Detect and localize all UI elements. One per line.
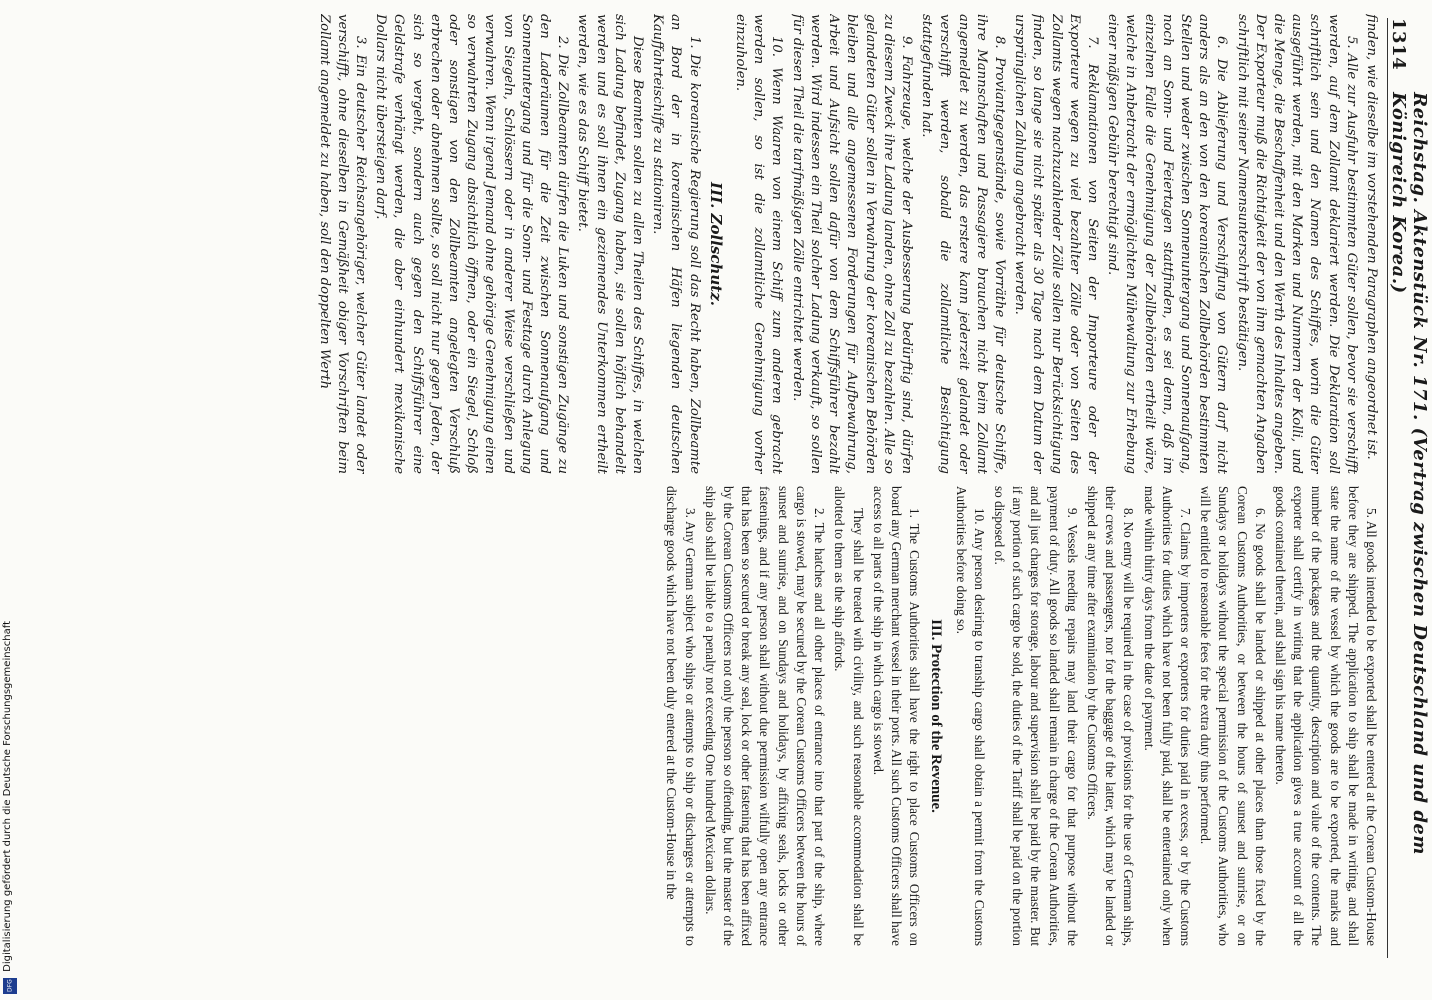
german-paragraph: 5. Alle zur Ausfuhr bestimmten Güter sollen, bevor sie verschifft werden, auf dem Zollamt deklariert werden. Die Deklaration soll schriftlich sein und den Namen des Schiffes, worin die Güter ausgeführt werden, mit den Marken und Nummern der Kolli, und die Menge, die Beschaffenheit und den Werth des Inhaltes angeben. Der Exporteur muß die Richtigkeit der von ihm gemachten Angaben schriftlich mit seiner Namensunterschrift bestätigen. [1234, 14, 1359, 474]
page-number: 1314 [1388, 18, 1409, 71]
german-paragraph: 7. Reklamationen von Seiten der Importeure oder der Exporteure wegen zu viel bezahlter Zölle oder von Seiten des Zollamts wegen nachzuzahlender Zölle sollen nur Berücksichtigung finden, so lange sie nicht später als 30 Tage nach dem Datum der ursprünglichen Zahlung angebracht werden. [1012, 14, 1100, 474]
german-paragraph: 8. Proviantgegenstände, sowie Vorräthe für deutsche Schiffe, ihre Mannschaften und Passagiere brauchen nicht beim Zollamt angemeldet zu werden, das erstere kann jederzeit gelandet oder verschifft werden, sobald die zollamtliche Besichtigung stattgefunden hat. [919, 14, 1007, 474]
digitization-text: Digitalisierung gefördert durch die Deutsche Forschungsgemeinschaft [2, 621, 13, 972]
english-paragraph: 6. No goods shall be landed or shipped at other places than those fixed by the Corean Customs Authorities, or between the hours of sunset and sunrise, or on Sundays or holidays without the special permission of the Customs Authorities, who will be entitled to reasonable fees for the extra duty thus performed. [1198, 486, 1268, 946]
page-header [1387, 18, 1430, 958]
english-paragraph: 9. Vessels needing repairs may land their cargo for that purpose without the payment of duty. All goods so landed shall remain in charge of the Corean Authorities, and all just charges for storage, labour and supervision shall be paid by the master. But if any portion of such cargo be sold, the duties of the Tariff shall be paid on the portion so disposed of. [991, 486, 1080, 946]
german-column [8, 14, 1380, 474]
english-paragraph: They shall be treated with civility, and such reasonable accommodation shall be allotted to them as the ship affords. [832, 486, 866, 946]
english-section-heading: III. Protection of the Revenue. [928, 619, 945, 813]
german-paragraph: 3. Ein deutscher Reichsangehöriger, welcher Güter landet oder verschifft, ohne dieselben in Gemäßheit obiger Vorschriften beim Zollamt angemeldet zu haben, soll den doppelten Werth [316, 14, 369, 474]
german-paragraph: finden, wie dieselbe im vorstehenden Paragraphen angeordnet ist. [1364, 14, 1379, 460]
digitization-footer [0, 0, 22, 1000]
english-paragraph: 2. The hatches and all other places of entrance into that part of the ship, where cargo is stowed, may be secured by the Corean Customs Officers between the hours of sunset and sunrise, and on Sundays and holidays, by affixing seals, locks or other fastenings, and if any person shall without due permission wilfully open any entrance that has been so secured or break any seal, lock or other fastening that has been affixed by the Corean Customs Officers not only the person so offending, but the master of the ship also shall be liable to a penalty not exceeding One hundred Mexican dollars. [702, 486, 828, 946]
english-paragraph: 8. No entry will be required in the case of provisions for the use of German ships, their crews and passengers, nor for the baggage of the latter, which may be landed or shipped at any time after examination by the Customs Officers. [1084, 486, 1137, 946]
german-paragraph: 1. Die koreanische Regierung soll das Recht haben, Zollbeamte an Bord der in koreanischen Häfen liegenden deutschen Kauffahrteischiffe zu stationiren. [650, 14, 702, 474]
english-paragraph: 3. Any German subject who ships or attempts to ship or discharges or attempts to discharge goods which have not been duly entered at the Custom-House in the [664, 486, 698, 946]
english-column [8, 486, 1380, 946]
german-paragraph: Diese Beamten sollen zu allen Theilen des Schiffes, in welchen sich Ladung befindet, Zugang haben, sie sollen höflich behandelt werden und es soll ihnen ein geziemendes Unterkommen ertheilt werden, wie es das Schiff bietet. [575, 14, 646, 474]
german-paragraph: 9. Fahrzeuge, welche der Ausbesserung bedürftig sind, dürfen zu diesem Zweck ihre Ladung landen, ohne Zoll zu bezahlen. Alle so gelandeten Güter sollen in Verwahrung der koreanischen Behörden bleiben und alle angemessenen Forderungen für Aufbewahrung, Arbeit und Aufsicht sollen dafür von dem Schiffsführer bezahlt werden. Wird indessen ein Theil solcher Ladung verkauft, so sollen für diesen Theil die tarifmäßigen Zölle entrichtet werden. [789, 14, 914, 474]
english-paragraph: 5. All goods intended to be exported shall be entered at the Corean Custom-House before they are shipped. The application to ship shall be made in writing, and shall state the name of the vessel by which the goods are to be exported, the marks and number of the packages and the quantity, description and value of the contents. The exporter shall certify in writing that the application gives a true account of all the goods contained therein, and shall sign his name thereto. [1272, 486, 1379, 946]
german-paragraph: 2. Die Zollbeamten dürfen die Luken und sonstigen Zugänge zu den Laderäumen für die Zeit zwischen Sonnenaufgang und Sonnenuntergang und für die Sonn- und Festtage durch Anlegung von Siegeln, Schlössern oder in anderer Weise verschließen und verwahren. Wenn irgend Jemand ohne gehörige Genehmigung einen so verwahrten Zugang absichtlich öffnen, oder ein Siegel, Schloß oder sonstigen von den Zollbeamten angelegten Verschluß erbrechen oder abnehmen sollte, so soll nicht nur gegen Jeden, der sich so vergeht, sondern auch gegen den Schiffsführer eine Geldstrafe verhängt werden, die aber einhundert mexikanische Dollars nicht übersteigen darf. [373, 14, 571, 474]
english-paragraph: 10. Any person desiring to tranship cargo shall obtain a permit from the Customs Authorities before doing so. [953, 486, 987, 946]
german-paragraph: 10. Wenn Waaren von einem Schiff zum anderen gebracht werden sollen, so ist die zollamtliche Genehmigung vorher einzuholen. [733, 14, 785, 474]
german-section-heading: III. Zollschutz. [706, 182, 725, 306]
page-title: Reichstag. Aktenstück Nr. 171. (Vertrag zwischen Deutschland und dem Königreich Korea.) [1388, 92, 1430, 855]
dfg-logo: DFG [3, 978, 17, 994]
german-paragraph: 6. Die Ablieferung und Verschiffung von Gütern darf nicht anders als an den von den koreanischen Zollbehörden bestimmten Stellen und weder zwischen Sonnenuntergang und Sonnenaufgang, noch an Sonn- und Feiertagen stattfinden, es sei denn, daß im einzelnen Falle die Genehmigung der Zollbehörden ertheilt wäre, welche in Anbetracht der ermöglichten Mühewaltung zur Erhebung einer mäßigen Gebühr berechtigt sind. [1105, 14, 1230, 474]
english-paragraph: 1. The Customs Authorities shall have the right to place Customs Officers on board any German merchant vessel in their ports. All such Customs Officers shall have access to all parts of the ship in which cargo is stowed. [870, 486, 923, 946]
english-paragraph: 7. Claims by importers or exporters for duties paid in excess, or by the Customs Authorities for duties which have not been fully paid, shall be entertained only when made within thirty days from the date of payment. [1141, 486, 1193, 946]
